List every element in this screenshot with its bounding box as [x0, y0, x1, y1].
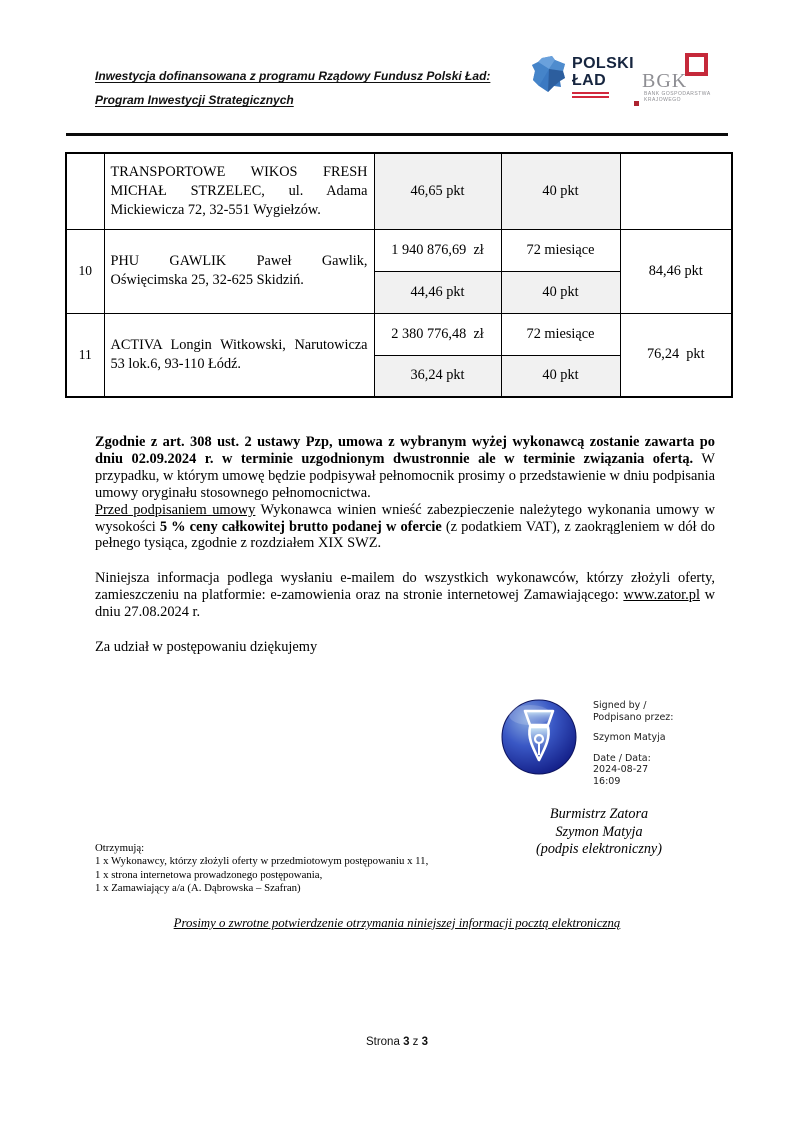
table-row-9-continued — [66, 153, 732, 229]
cell-number: 10 — [66, 229, 104, 313]
stamp-signed-by-pl: Podpisano przez: — [593, 711, 674, 723]
stamp-signed-by-en: Signed by / — [593, 700, 647, 711]
distribution-item: 1 x strona internetowa prowadzonego postępowania, — [95, 868, 323, 881]
confirmation-note — [65, 916, 729, 931]
cell-contractor: TRANSPORTOWE WIKOS FRESH MICHAŁ STRZELEC, ul. Adama Mickiewicza 72, 32-551 Wygiełzów. — [104, 153, 374, 229]
publication-text: Niniejsza informacja podlega wysłaniu e-mailem do wszystkich wykonawców, którzy złożyli oferty, zamieszczeniu na platformie: e-zamowienia oraz na stronie internetowej Zamawiającego: — [95, 570, 715, 604]
polski-lad-logo — [531, 55, 634, 100]
table-row-11 — [66, 313, 732, 355]
bgk-wordmark: BGK — [642, 70, 688, 92]
stamp-date: 2024-08-27 — [593, 764, 649, 775]
security-bold-text: 5 % ceny całkowitej brutto podanej w ofercie — [159, 518, 442, 535]
stamp-time: 16:09 — [593, 775, 621, 787]
signature-note: (podpis elektroniczny) — [536, 841, 662, 857]
header-rule — [66, 133, 728, 136]
distribution-list — [95, 842, 428, 896]
bgk-dot-icon — [634, 101, 639, 106]
red-stripes-icon — [572, 92, 609, 98]
stamp-text — [593, 700, 673, 787]
page-total: 3 — [421, 1036, 429, 1048]
zator-link[interactable]: www.zator.pl — [623, 587, 700, 604]
paragraph-contract — [95, 434, 715, 502]
cell-total-points: 84,46 pkt — [620, 229, 732, 313]
bgk-subtitle-line2: KRAJOWEGO — [644, 96, 682, 103]
security-regular-text: Wykonawca winien wnieść zabezpieczenie należytego wykonania umowy w wysokości — [95, 501, 715, 535]
signature-stamp — [500, 696, 730, 791]
contract-regular-text: W przypadku, w którym umowę będzie podpisywał pełnomocnik prosimy o przedstawienie w dniu podpisania umowy oryginału stosownego pełnomocnictwa. — [95, 450, 715, 501]
page-number — [0, 1036, 794, 1048]
cell-warranty-points: 40 pkt — [501, 271, 620, 313]
polski-lad-word1: POLSKI — [572, 55, 634, 72]
stamp-signer-name: Szymon Matyja — [593, 732, 666, 743]
polski-lad-wordmark — [572, 55, 634, 100]
distribution-item: 1 x Wykonawcy, którzy złożyli oferty w przedmiotowym postępowaniu x 11, — [95, 855, 429, 868]
distribution-item: 1 x Zamawiający a/a (A. Dąbrowska – Szafran) — [95, 882, 301, 895]
page-label: Strona — [365, 1036, 400, 1048]
cell-total-points: 76,24 pkt — [620, 313, 732, 397]
confirmation-note-text: Prosimy o zwrotne potwierdzenie otrzymania niniejszej informacji pocztą elektroniczną — [173, 916, 621, 930]
table-row-10 — [66, 229, 732, 271]
offers-table — [65, 152, 733, 398]
cell-total-points — [620, 153, 732, 229]
body-text — [95, 434, 715, 656]
polski-lad-word2: ŁAD — [572, 72, 607, 89]
publication-end-text: w dniu 27.08.2024 r. — [95, 587, 715, 621]
cell-warranty-points: 40 pkt — [501, 153, 620, 229]
signer-title: Burmistrz Zatora — [549, 806, 649, 822]
cell-price-points: 36,24 pkt — [374, 355, 501, 397]
funding-line-1: Inwestycja dofinansowana z programu Rządowy Fundusz Polski Ład: — [95, 69, 491, 83]
funding-line-2: Program Inwestycji Strategicznych — [95, 93, 294, 107]
funding-note — [95, 64, 490, 112]
cell-number — [66, 153, 104, 229]
cell-price-points: 44,46 pkt — [374, 271, 501, 313]
cell-price: 1 940 876,69 zł — [374, 229, 501, 271]
signature-block — [503, 806, 695, 859]
bgk-logo — [628, 50, 733, 112]
stamp-date-label: Date / Data: — [593, 752, 651, 764]
pen-nib-icon — [500, 698, 578, 776]
cell-number: 11 — [66, 313, 104, 397]
distribution-heading: Otrzymują: — [95, 842, 145, 854]
cell-contractor: PHU GAWLIK Paweł Gawlik, Oświęcimska 25, 32-625 Skidziń. — [104, 229, 374, 313]
cell-warranty-points: 40 pkt — [501, 355, 620, 397]
page-separator: z — [412, 1036, 419, 1048]
bgk-subtitle — [644, 92, 711, 103]
page-current: 3 — [403, 1036, 410, 1048]
poland-map-icon — [531, 55, 567, 93]
cell-price-points: 46,65 pkt — [374, 153, 501, 229]
signer-name: Szymon Matyja — [555, 823, 643, 840]
security-underlined-text: Przed podpisaniem umowy — [95, 501, 256, 518]
cell-price: 2 380 776,48 zł — [374, 313, 501, 355]
cell-warranty: 72 miesiące — [501, 229, 620, 271]
cell-warranty: 72 miesiące — [501, 313, 620, 355]
paragraph-publication — [95, 570, 715, 621]
paragraph-security — [95, 502, 715, 553]
contract-bold-text: Zgodnie z art. 308 ust. 2 ustawy Pzp, umowa z wybranym wyżej wykonawcą zostanie zawarta po dniu 02.09.2024 r. w terminie uzgodnionym dwustronnie ale w terminie związania ofertą. — [95, 434, 715, 467]
bgk-subtitle-line1: BANK GOSPODARSTWA — [644, 91, 711, 97]
bgk-square-icon — [685, 53, 708, 76]
cell-contractor: ACTIVA Longin Witkowski, Narutowicza 53 lok.6, 93-110 Łódź. — [104, 313, 374, 397]
thanks-line: Za udział w postępowaniu dziękujemy — [95, 639, 318, 656]
security-end-text: (z podatkiem VAT), z zaokrągleniem w dół do pełnego tysiąca, zgodnie z rozdziałem XIX SWZ. — [95, 518, 716, 552]
